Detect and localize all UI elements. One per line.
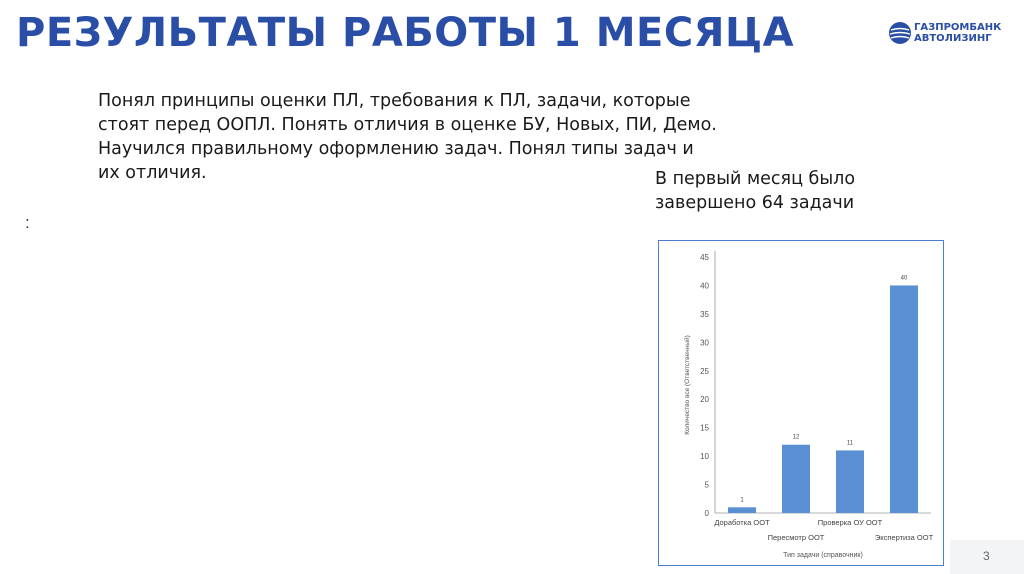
y-tick-label: 20	[700, 395, 709, 405]
x-tick-label: Пересмотр ООТ	[767, 533, 825, 542]
stray-colon: :	[25, 213, 30, 232]
y-tick-label: 15	[700, 423, 709, 433]
x-tick-label: Экспертиза ООТ	[874, 533, 934, 542]
gazprombank-globe-icon	[888, 21, 912, 45]
logo-text	[914, 22, 1001, 44]
logo	[888, 18, 1002, 50]
y-tick-label: 10	[700, 452, 709, 462]
x-tick-label: Доработка ООТ	[714, 518, 770, 527]
bar	[836, 450, 864, 513]
data-label: 12	[792, 434, 800, 441]
logo-line-2: АВТОЛИЗИНГ	[914, 33, 992, 44]
bar-chart	[659, 241, 942, 564]
logo-line-1: ГАЗПРОМБАНК	[914, 22, 1002, 33]
data-label: 1	[740, 497, 744, 504]
data-label: 40	[900, 275, 908, 282]
body-line: стоят перед ООПЛ. Понять отличия в оценке БУ, Новых, ПИ, Демо.	[98, 115, 717, 135]
body-line: их отличия.	[98, 163, 207, 183]
y-tick-label: 45	[700, 253, 709, 262]
y-tick-label: 5	[704, 480, 709, 490]
y-tick-label: 40	[700, 281, 709, 291]
chart-caption-line: В первый месяц было	[655, 169, 856, 189]
x-axis-title: Тип задачи (справочник)	[783, 552, 863, 559]
bar	[890, 285, 918, 513]
body-line: Понял принципы оценки ПЛ, требования к ПЛ, задачи, которые	[98, 91, 691, 111]
chart-frame	[658, 240, 944, 566]
y-axis-title: Количество все (Ответственный)	[684, 335, 691, 435]
page-title: РЕЗУЛЬТАТЫ РАБОТЫ 1 МЕСЯЦА	[16, 10, 795, 56]
y-tick-label: 0	[704, 509, 709, 518]
body-line: Научился правильному оформлению задач. Понял типы задач и	[98, 139, 694, 159]
y-tick-label: 35	[700, 309, 709, 319]
y-tick-label: 25	[700, 366, 709, 376]
bar	[728, 507, 756, 513]
chart-caption	[655, 167, 915, 215]
chart-caption-line: завершено 64 задачи	[655, 193, 855, 213]
data-label: 11	[846, 440, 854, 447]
y-tick-label: 30	[700, 338, 709, 348]
x-tick-label: Проверка ОУ ООТ	[817, 518, 883, 527]
bar	[782, 445, 810, 513]
page-number: 3	[983, 549, 990, 563]
